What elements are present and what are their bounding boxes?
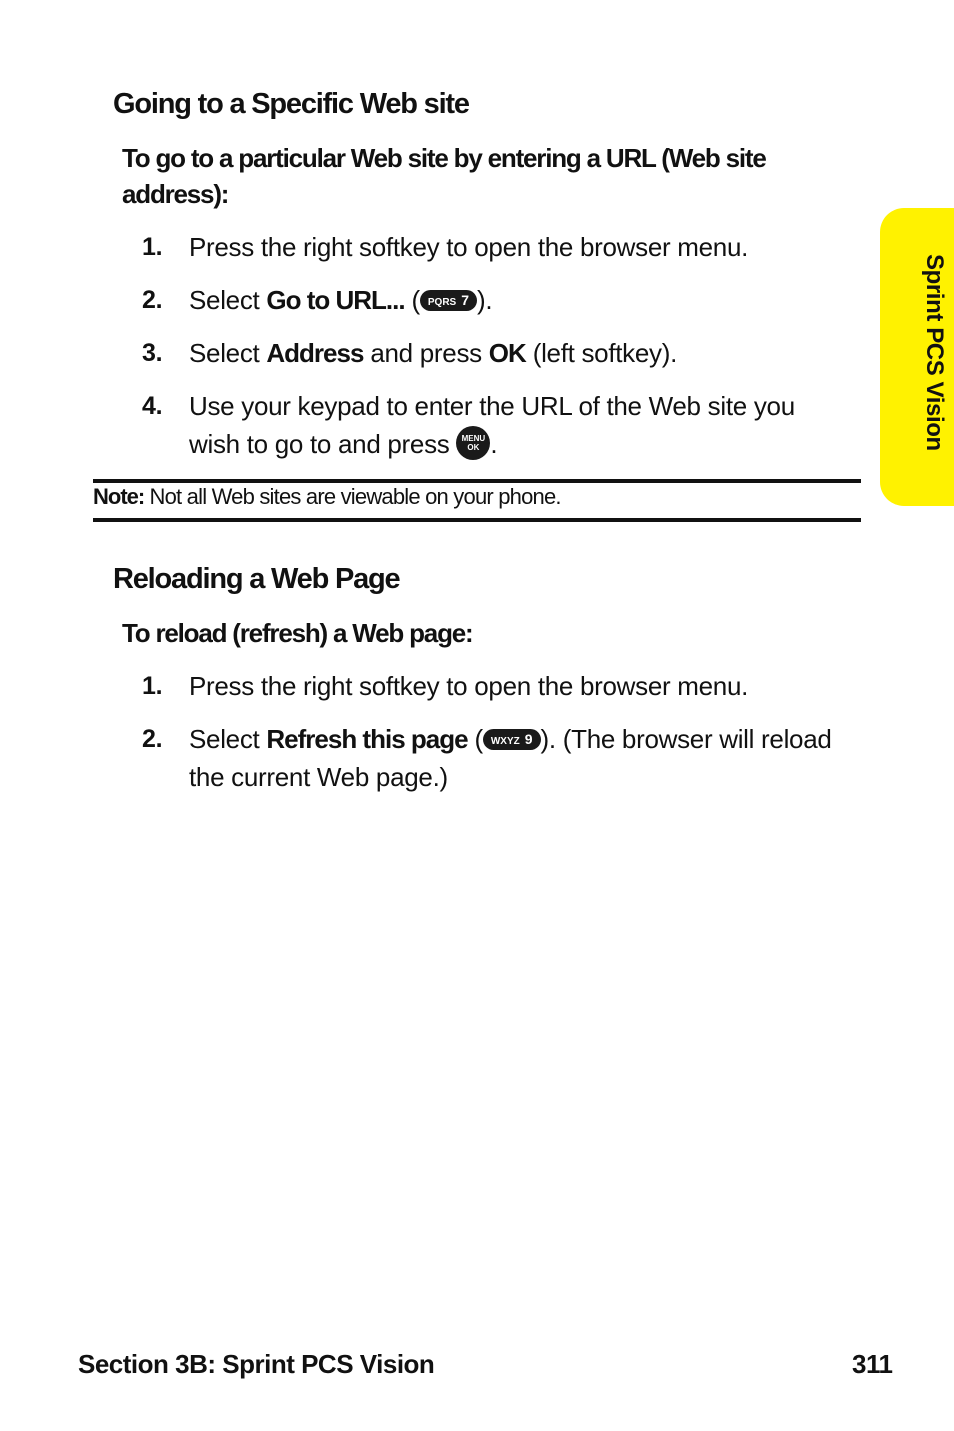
step-item (0, 720, 900, 800)
section-heading: Going to a Specific Web site (113, 88, 469, 120)
footer-section: Section 3B: Sprint PCS Vision (78, 1349, 435, 1379)
note-text: Not all Web sites are viewable on your phone. (144, 484, 561, 509)
section-lead: To reload (refresh) a Web page: (122, 618, 473, 648)
step-item (0, 387, 900, 467)
page-number: 311 (852, 1349, 893, 1379)
menu-option: Address (266, 338, 364, 368)
step-number: 1. (142, 672, 163, 700)
note-label: Note: (93, 484, 145, 509)
note (93, 484, 561, 510)
key-7-icon: PQRS 7 (420, 290, 477, 311)
step-number: 3. (142, 339, 163, 367)
step-number: 1. (142, 233, 163, 261)
side-tab-label: Sprint PCS Vision (921, 254, 948, 451)
section-lead: To go to a particular Web site by entering a URL (Web site address): (122, 143, 766, 209)
step-text: Press the right softkey to open the browser menu. (189, 671, 749, 701)
step-text: Press the right softkey to open the browser menu. (189, 232, 749, 262)
note-top-rule (93, 479, 861, 483)
step-item (0, 667, 900, 707)
softkey-label: OK (488, 338, 526, 368)
step-item (0, 281, 900, 321)
step-number: 2. (142, 286, 163, 314)
step-number: 2. (142, 725, 163, 753)
step-number: 4. (142, 392, 163, 420)
step-item (0, 334, 900, 374)
key-9-icon: WXYZ 9 (483, 729, 541, 750)
step-text: Select Go to URL... ( PQRS 7 ). (189, 285, 493, 315)
step-text: Use your keypad to enter the URL of the Web site you wish to go to and press MENU OK . (189, 391, 795, 459)
menu-option: Refresh this page (266, 724, 468, 754)
step-item (0, 228, 900, 268)
section-heading: Reloading a Web Page (113, 563, 400, 595)
note-bottom-rule (93, 518, 861, 522)
menu-option: Go to URL... (266, 285, 405, 315)
menu-ok-key-icon: MENU OK (456, 426, 490, 460)
step-text: Select Address and press OK (left softkey). (189, 338, 678, 368)
step-text: Select Refresh this page ( WXYZ 9 ). (The browser will reload the current Web page.) (189, 724, 832, 792)
